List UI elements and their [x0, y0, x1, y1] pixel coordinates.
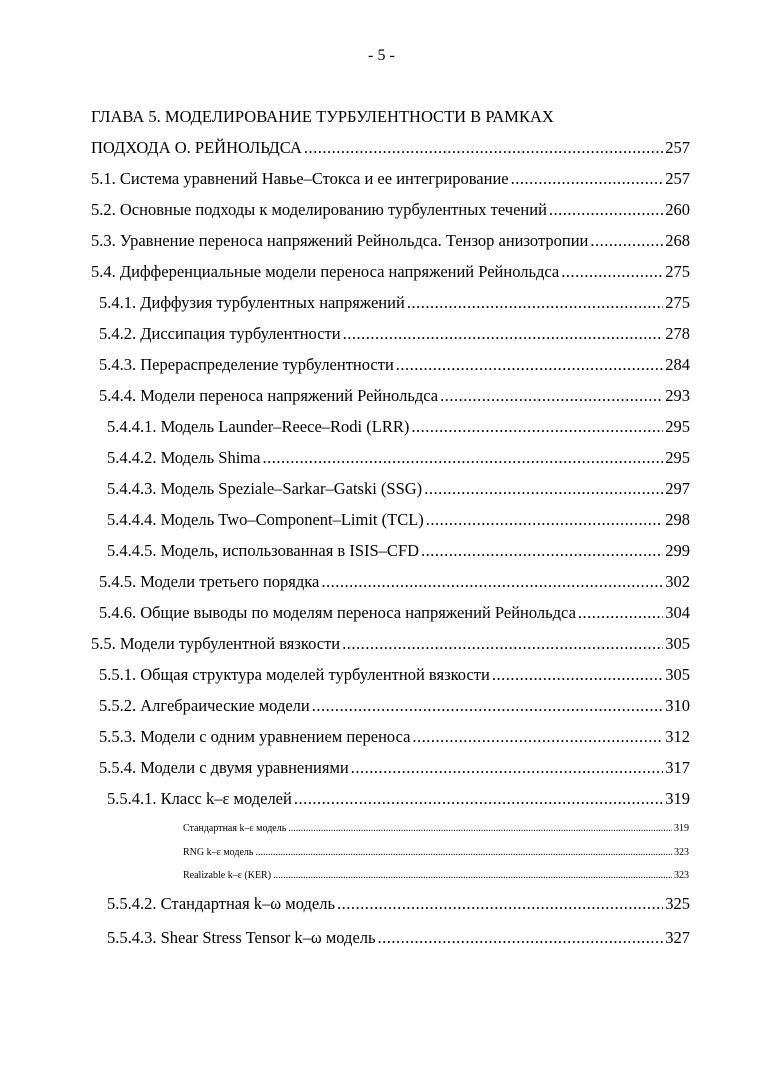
- toc-entry-title: Стандартная k–ε модель: [183, 823, 287, 834]
- toc-entry-page: 275: [665, 293, 690, 312]
- toc-entry-title: 5.4.4.3. Модель Speziale–Sarkar–Gatski (SSG): [107, 479, 423, 498]
- toc-entry-page: 305: [665, 665, 690, 684]
- toc-entry-chapter-5[interactable]: [91, 137, 690, 159]
- toc-entry-page: 319: [674, 823, 689, 834]
- toc-entry-title: 5.1. Система уравнений Навье–Стокса и ее интегрирование: [91, 169, 509, 188]
- toc-entry-title: 5.5.4.1. Класс k–ε моделей: [107, 789, 292, 808]
- toc-entry-page: 323: [674, 870, 689, 881]
- toc-entry-5-1[interactable]: [91, 168, 690, 190]
- toc-entry-5-5-4-3[interactable]: [107, 927, 690, 949]
- toc-entry-page: 302: [665, 572, 690, 591]
- toc-entry-page: 295: [665, 417, 690, 436]
- toc-entry-page: 257: [665, 169, 690, 188]
- dot-leader: [590, 230, 663, 252]
- toc-entry-title: 5.4.4.2. Модель Shima: [107, 448, 261, 467]
- chapter-title: ГЛАВА 5. МОДЕЛИРОВАНИЕ ТУРБУЛЕНТНОСТИ В РАМКАХ: [91, 107, 554, 126]
- toc-entry-5-4-6[interactable]: [99, 602, 690, 624]
- toc-entry-5-4-2[interactable]: [99, 323, 690, 345]
- dot-leader: [412, 726, 663, 748]
- dot-leader: [492, 664, 663, 686]
- dot-leader: [511, 168, 664, 190]
- toc-entry-title: RNG k–ε модель: [183, 847, 254, 858]
- dot-leader: [255, 846, 672, 860]
- toc-entry-page: 297: [665, 479, 690, 498]
- dot-leader: [337, 893, 663, 915]
- dot-leader: [396, 354, 663, 376]
- toc-entry-standard-k-epsilon[interactable]: [183, 822, 689, 836]
- toc-entry-page: 298: [665, 510, 690, 529]
- toc-entry-5-4-4-3[interactable]: [107, 478, 690, 500]
- dot-leader: [421, 540, 663, 562]
- toc-entry-title: 5.5.4.2. Стандартная k–ω модель: [107, 894, 335, 913]
- toc-entry-page: 257: [665, 138, 690, 157]
- toc-entry-title: 5.5.2. Алгебраические модели: [99, 696, 310, 715]
- toc-entry-5-5[interactable]: [91, 633, 690, 655]
- toc-entry-page: 310: [665, 696, 690, 715]
- toc-entry-title: 5.5.4.3. Shear Stress Tensor k–ω модель: [107, 928, 376, 947]
- dot-leader: [351, 757, 664, 779]
- dot-leader: [440, 385, 663, 407]
- toc-entry-realizable-k-epsilon[interactable]: [183, 869, 689, 883]
- toc-entry-title: 5.4.5. Модели третьего порядка: [99, 572, 320, 591]
- toc-entry-page: 305: [665, 634, 690, 653]
- dot-leader: [561, 261, 663, 283]
- toc-entry-page: 317: [665, 758, 690, 777]
- toc-entry-5-4-4-4[interactable]: [107, 509, 690, 531]
- dot-leader: [411, 416, 663, 438]
- toc-entry-5-3[interactable]: [91, 230, 690, 252]
- toc-entry-page: 299: [665, 541, 690, 560]
- dot-leader: [262, 447, 663, 469]
- toc-entry-5-4-1[interactable]: [99, 292, 690, 314]
- toc-entry-title: 5.4.6. Общие выводы по моделям переноса напряжений Рейнольдса: [99, 603, 576, 622]
- dot-leader: [312, 695, 664, 717]
- toc-entry-title: Realizable k–ε (KER): [183, 870, 272, 881]
- toc-entry-5-4-5[interactable]: [99, 571, 690, 593]
- toc-entry-title: 5.5.4. Модели с двумя уравнениями: [99, 758, 349, 777]
- dot-leader: [426, 509, 663, 531]
- toc-entry-page: 312: [665, 727, 690, 746]
- toc-entry-5-4-4-1[interactable]: [107, 416, 690, 438]
- toc-entry-title: 5.4.4. Модели переноса напряжений Рейнольдса: [99, 386, 439, 405]
- toc-entry-title: 5.4.4.5. Модель, использованная в ISIS–CFD: [107, 541, 420, 560]
- toc-entry-title: 5.4.4.4. Модель Two–Component–Limit (TCL): [107, 510, 424, 529]
- toc-entry-5-5-2[interactable]: [99, 695, 690, 717]
- toc-entry-title: 5.4.1. Диффузия турбулентных напряжений: [99, 293, 405, 312]
- toc-entry-title: ПОДХОДА О. РЕЙНОЛЬДСА: [91, 138, 302, 157]
- toc-entry-title: 5.5.1. Общая структура моделей турбулентной вязкости: [99, 665, 490, 684]
- toc-entry-5-2[interactable]: [91, 199, 690, 221]
- dot-leader: [424, 478, 663, 500]
- dot-leader: [321, 571, 663, 593]
- toc-entry-page: 319: [665, 789, 690, 808]
- dot-leader: [304, 137, 663, 159]
- toc-entry-5-5-1[interactable]: [99, 664, 690, 686]
- dot-leader: [407, 292, 663, 314]
- toc-entry-page: 304: [665, 603, 690, 622]
- toc-entry-page: 268: [665, 231, 690, 250]
- toc-entry-page: 293: [665, 386, 690, 405]
- toc-entry-5-4-4[interactable]: [99, 385, 690, 407]
- toc-entry-rng-k-epsilon[interactable]: [183, 846, 689, 860]
- toc-entry-title: 5.2. Основные подходы к моделированию турбулентных течений: [91, 200, 547, 219]
- toc-entry-page: 278: [665, 324, 690, 343]
- toc-entry-title: 5.4.2. Диссипация турбулентности: [99, 324, 341, 343]
- toc-entry-page: 323: [674, 847, 689, 858]
- toc-entry-5-5-4-2[interactable]: [107, 893, 690, 915]
- dot-leader: [378, 927, 664, 949]
- toc-entry-5-4-3[interactable]: [99, 354, 690, 376]
- dot-leader: [288, 822, 672, 836]
- dot-leader: [273, 869, 672, 883]
- toc-entry-title: 5.4.4.1. Модель Launder–Reece–Rodi (LRR): [107, 417, 410, 436]
- toc-entry-5-4-4-5[interactable]: [107, 540, 690, 562]
- dot-leader: [342, 633, 663, 655]
- toc-entry-page: 295: [665, 448, 690, 467]
- dot-leader: [343, 323, 664, 345]
- dot-leader: [549, 199, 663, 221]
- toc-entry-5-4-4-2[interactable]: [107, 447, 690, 469]
- dot-leader: [294, 788, 663, 810]
- toc-entry-page: 284: [665, 355, 690, 374]
- toc-entry-title: 5.4.3. Перераспределение турбулентности: [99, 355, 394, 374]
- toc-entry-5-5-4-1[interactable]: [107, 788, 690, 810]
- toc-entry-title: 5.4. Дифференциальные модели переноса напряжений Рейнольдса: [91, 262, 560, 281]
- toc-entry-page: 327: [665, 928, 690, 947]
- toc-entry-title: 5.3. Уравнение переноса напряжений Рейнольдса. Тензор анизотропии: [91, 231, 589, 250]
- toc-entry-page: 275: [665, 262, 690, 281]
- toc-entry-page: 260: [665, 200, 690, 219]
- toc-entry-5-4[interactable]: [91, 261, 690, 283]
- page-number: - 5 -: [368, 47, 395, 64]
- toc-entry-page: 325: [665, 894, 690, 913]
- toc-entry-5-5-4[interactable]: [99, 757, 690, 779]
- toc-entry-title: 5.5.3. Модели с одним уравнением переноса: [99, 727, 411, 746]
- dot-leader: [578, 602, 663, 624]
- toc-entry-5-5-3[interactable]: [99, 726, 690, 748]
- toc-entry-title: 5.5. Модели турбулентной вязкости: [91, 634, 341, 653]
